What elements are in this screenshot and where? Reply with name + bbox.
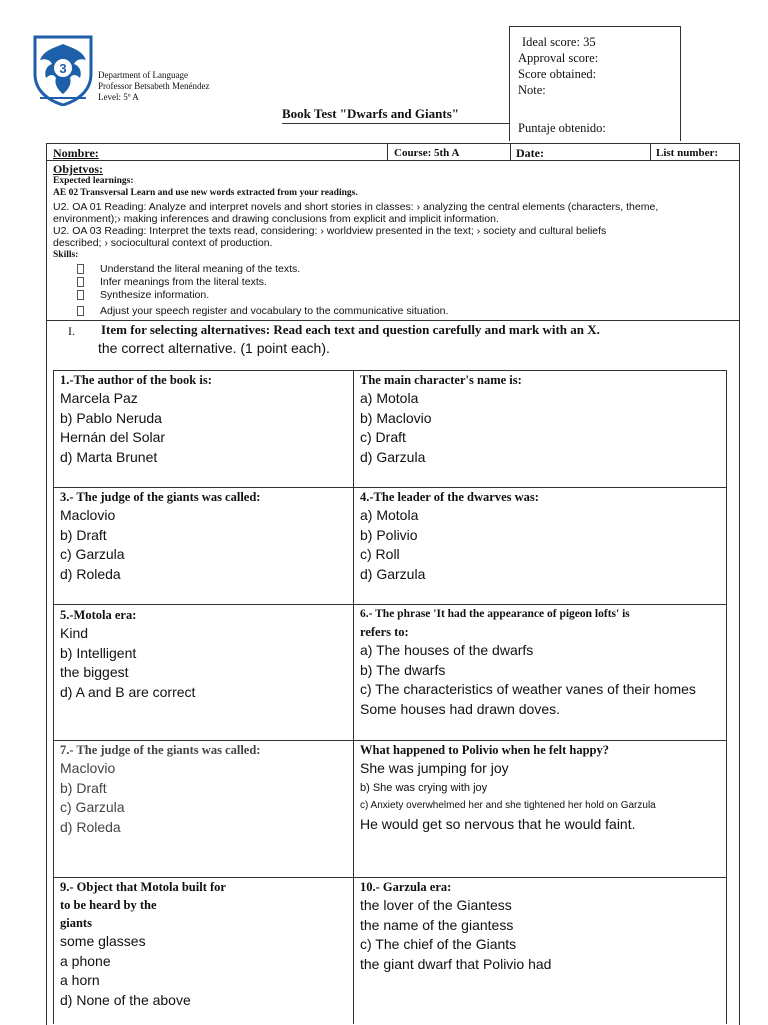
professor-line: Professor Betsabeth Menéndez <box>98 81 210 91</box>
option[interactable]: c) Anxiety overwhelmed her and she tightened her hold on Garzula <box>360 799 656 811</box>
oa03-line1: U2. OA 03 Reading: Interpret the texts read, considering: › worldview presented in the text; › society and cultural beliefs <box>53 225 607 237</box>
section-number: I. <box>68 324 75 338</box>
divider <box>510 144 511 160</box>
option[interactable]: a) Motola <box>360 507 419 523</box>
option[interactable]: d) Marta Brunet <box>60 448 158 465</box>
option[interactable]: d) None of the above <box>60 991 191 1008</box>
option[interactable]: a) The houses of the dwarfs <box>360 642 534 658</box>
expected-learnings: Expected learnings: <box>53 176 134 186</box>
option[interactable]: some glasses <box>60 933 146 949</box>
name-label: Nombre: <box>53 146 99 160</box>
score-box <box>509 26 681 141</box>
option[interactable]: b) The dwarfs <box>360 661 446 678</box>
note-label: Note: <box>518 83 546 97</box>
list-number-label: List number: <box>656 147 719 159</box>
option[interactable]: a horn <box>60 972 100 988</box>
department-line: Department of Language <box>98 70 188 80</box>
department-info <box>98 70 209 103</box>
oa03-line2: described; › sociocultural context of production. <box>53 237 273 249</box>
option[interactable]: b) Draft <box>60 526 107 543</box>
question-4 <box>353 487 727 605</box>
skill-item: Synthesize information. <box>77 289 209 301</box>
info-row <box>46 143 740 161</box>
question-5 <box>53 604 354 741</box>
option[interactable]: c) Draft <box>360 429 406 445</box>
section-subheading: the correct alternative. (1 point each). <box>98 340 330 356</box>
option[interactable]: d) A and B are correct <box>60 683 196 700</box>
course-label: Course: 5th A <box>394 147 460 159</box>
skill-item: Understand the literal meaning of the texts. <box>77 263 300 275</box>
checkbox-icon <box>77 277 84 287</box>
question-8 <box>353 740 727 878</box>
date-label: Date: <box>516 146 544 160</box>
option[interactable]: b) Pablo Neruda <box>60 409 162 426</box>
school-logo-icon <box>32 34 94 106</box>
ideal-score: Ideal score: 35 <box>522 35 596 49</box>
option[interactable]: b) Draft <box>60 779 107 796</box>
oa01-line2: environment);› making inferences and drawing conclusions from explicit and implicit information. <box>53 213 499 225</box>
option[interactable]: the biggest <box>60 664 129 680</box>
question-title: 9.- Object that Motola built for <box>60 880 226 894</box>
option[interactable]: c) The characteristics of weather vanes of their homes <box>360 681 696 697</box>
objectives-box <box>46 160 740 320</box>
question-10 <box>353 877 727 1024</box>
option[interactable]: c) Garzula <box>60 799 125 815</box>
option[interactable]: b) Maclovio <box>360 409 432 426</box>
question-title: 3.- The judge of the giants was called: <box>60 490 261 504</box>
objectives-heading: Objetvos: <box>53 162 103 176</box>
option[interactable]: c) Garzula <box>60 546 125 562</box>
option[interactable]: the giant dwarf that Polivio had <box>360 955 552 972</box>
option[interactable]: a) Motola <box>360 390 419 406</box>
option[interactable]: d) Garzula <box>360 565 426 582</box>
skill-item: Infer meanings from the literal texts. <box>77 276 267 288</box>
option[interactable]: Kind <box>60 625 89 641</box>
question-title: 6.- The phrase 'It had the appearance of pigeon lofts' is <box>360 608 630 620</box>
option[interactable]: She was jumping for joy <box>360 760 509 776</box>
option[interactable]: Maclovio <box>60 507 116 523</box>
option[interactable]: Some houses had drawn doves. <box>360 700 561 717</box>
test-title: Book Test "Dwarfs and Giants" <box>282 106 459 121</box>
checkbox-icon <box>77 264 84 274</box>
question-9 <box>53 877 354 1024</box>
question-6 <box>353 604 727 741</box>
ae-objective: AE 02 Transversal Learn and use new words extracted from your readings. <box>53 188 358 198</box>
option[interactable]: Maclovio <box>60 760 116 776</box>
option[interactable]: b) Polivio <box>360 526 418 543</box>
question-title: 4.-The leader of the dwarves was: <box>360 490 539 504</box>
option[interactable]: Marcela Paz <box>60 390 138 406</box>
option[interactable]: c) Roll <box>360 546 400 562</box>
divider <box>387 144 388 160</box>
oa01-line1: U2. OA 01 Reading: Analyze and interpret novels and short stories in classes: › analyzing the central elements (characters, theme, <box>53 201 659 213</box>
question-title: The main character's name is: <box>360 373 522 387</box>
logo-number: 3 <box>59 61 67 76</box>
question-title: 10.- Garzula era: <box>360 880 452 894</box>
checkbox-icon <box>77 290 84 300</box>
option[interactable]: d) Roleda <box>60 565 121 582</box>
option[interactable]: b) She was crying with joy <box>360 781 488 794</box>
option[interactable]: He would get so nervous that he would faint. <box>360 815 636 832</box>
option[interactable]: a phone <box>60 952 111 969</box>
option[interactable]: c) The chief of the Giants <box>360 936 517 952</box>
option[interactable]: the lover of the Giantess <box>360 897 512 913</box>
option[interactable]: Hernán del Solar <box>60 429 166 445</box>
question-title-cont: to be heard by the <box>60 898 157 912</box>
title-underline <box>282 123 510 124</box>
question-title-cont: refers to: <box>360 625 409 639</box>
question-title: What happened to Polivio when he felt happy? <box>360 743 609 757</box>
section-heading: Item for selecting alternatives: Read each text and question carefully and mark with an X. <box>101 322 600 337</box>
question-1 <box>53 370 354 488</box>
checkbox-icon <box>77 306 84 316</box>
question-7 <box>53 740 354 878</box>
level-line: Level: 5º A <box>98 92 139 102</box>
divider <box>650 144 651 160</box>
question-title: 7.- The judge of the giants was called: <box>60 743 261 757</box>
option[interactable]: d) Garzula <box>360 448 426 465</box>
option[interactable]: the name of the giantess <box>360 916 514 933</box>
skill-item: Adjust your speech register and vocabulary to the communicative situation. <box>77 305 448 317</box>
question-title: 5.-Motola era: <box>60 608 137 622</box>
option[interactable]: b) Intelligent <box>60 644 137 661</box>
skills-label: Skills: <box>53 250 79 260</box>
option[interactable]: d) Roleda <box>60 818 121 835</box>
score-obtained: Score obtained: <box>518 67 597 81</box>
approval-score: Approval score: <box>518 51 599 65</box>
question-title: 1.-The author of the book is: <box>60 373 212 387</box>
question-2 <box>353 370 727 488</box>
puntaje-obtenido: Puntaje obtenido: <box>518 121 606 135</box>
question-3 <box>53 487 354 605</box>
question-title-cont: giants <box>60 916 92 930</box>
